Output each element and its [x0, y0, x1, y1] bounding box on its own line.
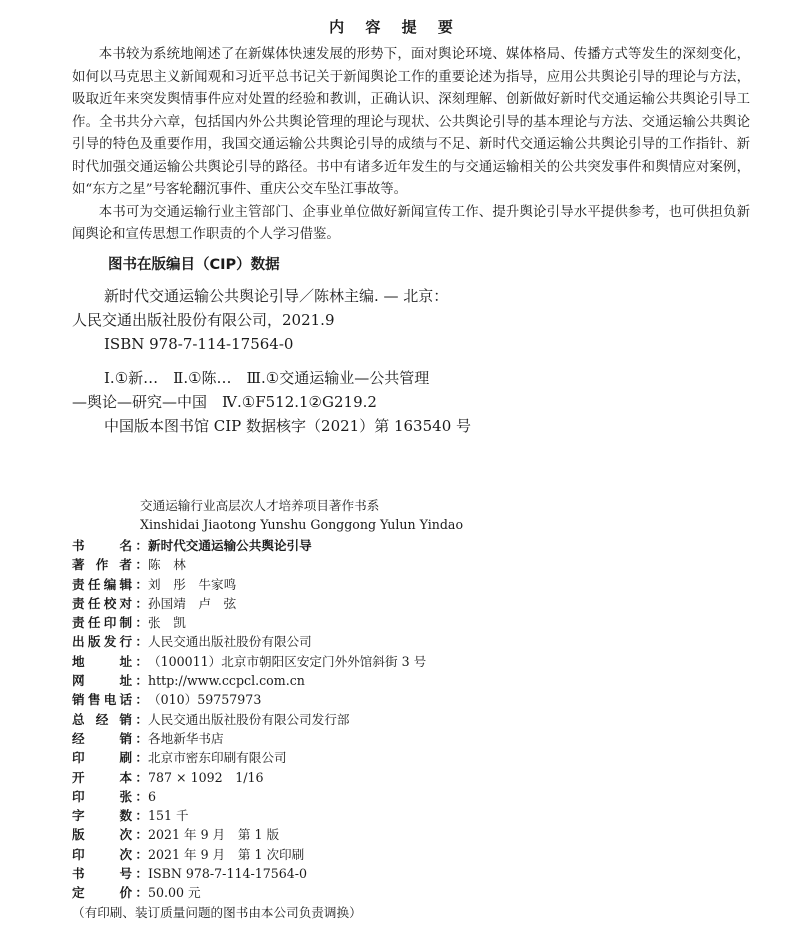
colophon-label: 销售电话：: [72, 692, 148, 708]
colophon-value: http://www.ccpcl.com.cn: [148, 673, 305, 689]
colophon-label: 字 数：: [72, 808, 148, 824]
summary-heading: 内 容 提 要: [329, 18, 461, 36]
colophon-label: 开 本：: [72, 769, 148, 785]
cip-data: [72, 284, 762, 438]
colophon-row-sheets: [72, 787, 426, 806]
colophon-row-printing: [72, 845, 426, 864]
colophon-label: 印 次：: [72, 846, 148, 862]
series-name: 交通运输行业高层次人才培养项目著作书系: [140, 498, 380, 513]
colophon-row-word-count: [72, 806, 426, 825]
colophon-row-phone: [72, 690, 426, 709]
summary-paragraph: 本书可为交通运输行业主管部门、企事业单位做好新闻宣传工作、提升舆论引导水平提供参考，也可供担负新闻舆论和宣传思想工作职责的个人学习借鉴。: [72, 204, 750, 242]
colophon-value: 张 凯: [148, 615, 186, 631]
colophon-label: 印 张：: [72, 788, 148, 804]
cip-publisher-line: 人民交通出版社股份有限公司，2021.9: [72, 311, 335, 329]
cip-heading: 图书在版编目（CIP）数据: [108, 257, 280, 273]
colophon-row-editor: [72, 575, 426, 594]
colophon-label: 地 址：: [72, 653, 148, 669]
summary-text: [72, 44, 750, 247]
colophon-row-seller: [72, 729, 426, 748]
colophon-label: 印 刷：: [72, 750, 148, 766]
series-pinyin: Xinshidai Jiaotong Yunshu Gonggong Yulun Yindao: [140, 517, 464, 532]
colophon: [72, 536, 426, 922]
colophon-value: 2021 年 9 月 第 1 版: [148, 827, 280, 843]
colophon-label: 责任印制：: [72, 615, 148, 631]
cip-classification-line: —舆论—研究—中国 Ⅳ.①F512.1②G219.2: [72, 393, 377, 411]
colophon-value: 人民交通出版社股份有限公司: [148, 634, 312, 650]
cip-isbn: ISBN 978-7-114-17564-0: [104, 335, 294, 353]
colophon-value: 孙国靖 卢 弦: [148, 595, 237, 611]
colophon-row-website: [72, 671, 426, 690]
colophon-value: 陈 林: [148, 557, 186, 573]
colophon-label: 出版发行：: [72, 634, 148, 650]
colophon-value: （010）59757973: [148, 692, 262, 708]
colophon-value: 北京市密东印刷有限公司: [148, 750, 287, 766]
colophon-row-proofreader: [72, 594, 426, 613]
summary-paragraph: 本书较为系统地阐述了在新媒体快速发展的形势下，面对舆论环境、媒体格局、传播方式等发生的深刻变化，如何以马克思主义新闻观和习近平总书记关于新闻舆论工作的重要论述为指导，应用公共舆论引导的理论与方法，吸取近年来突发舆情事件应对处置的经验和教训，正确认识、深刻理解、创新做好新时代交通运输公共舆论引导工作。全书共分六章，包括国内外公共舆论管理的理论与现状、公共舆论引导的基本理论与方法、交通运输公共舆论引导的特色及重要作用，我国交通运输公共舆论引导的成绩与不足、新时代交通运输公共舆论引导的工作指针、新时代加强交通运输公共舆论引导的路径。书中有诸多近年发生的与交通运输相关的公共突发事件和舆情应对案例，如“东方之星”号客轮翻沉事件、重庆公交车坠江事故等。: [72, 47, 750, 197]
colophon-value: 787 × 1092 1/16: [148, 769, 264, 785]
colophon-label: 定 价：: [72, 885, 148, 901]
cip-record-number: 中国版本图书馆 CIP 数据核字（2021）第 163540 号: [104, 417, 472, 435]
colophon-value: 人民交通出版社股份有限公司发行部: [148, 711, 350, 727]
colophon-value: 151 千: [148, 808, 189, 824]
series-info: [140, 496, 463, 534]
colophon-label: 网 址：: [72, 673, 148, 689]
colophon-label: 总 经 销：: [72, 711, 148, 727]
quality-note: （有印刷、装订质量问题的图书由本公司负责调换）: [72, 904, 362, 920]
colophon-label: 责任校对：: [72, 595, 148, 611]
colophon-value: 刘 彤 牛家鸣: [148, 576, 237, 592]
colophon-label: 责任编辑：: [72, 576, 148, 592]
colophon-value: 6: [148, 788, 157, 804]
colophon-value: 各地新华书店: [148, 730, 224, 746]
colophon-row-printer: [72, 748, 426, 767]
colophon-row-print-manager: [72, 613, 426, 632]
colophon-label: 著 作 者：: [72, 557, 148, 573]
colophon-label: 书 号：: [72, 866, 148, 882]
colophon-label: 版 次：: [72, 827, 148, 843]
colophon-row-isbn: [72, 864, 426, 883]
colophon-value: （100011）北京市朝阳区安定门外外馆斜街 3 号: [148, 653, 427, 669]
cip-classification-line: Ⅰ.①新… Ⅱ.①陈… Ⅲ.①交通运输业—公共管理: [104, 369, 430, 387]
colophon-row-title: [72, 536, 426, 555]
colophon-row-format: [72, 768, 426, 787]
colophon-value: ISBN 978-7-114-17564-0: [148, 866, 308, 882]
colophon-label: 书 名：: [72, 538, 148, 553]
cip-title-line: 新时代交通运输公共舆论引导／陈林主编. — 北京：: [104, 287, 449, 305]
colophon-value: 50.00 元: [148, 885, 201, 901]
colophon-row-edition: [72, 825, 426, 844]
colophon-label: 经 销：: [72, 730, 148, 746]
colophon-row-author: [72, 555, 426, 574]
colophon-row-publisher: [72, 632, 426, 651]
colophon-row-price: [72, 883, 426, 902]
colophon-row-address: [72, 652, 426, 671]
colophon-value: 2021 年 9 月 第 1 次印刷: [148, 846, 305, 862]
colophon-row-distributor: [72, 710, 426, 729]
colophon-value: 新时代交通运输公共舆论引导: [148, 538, 312, 553]
